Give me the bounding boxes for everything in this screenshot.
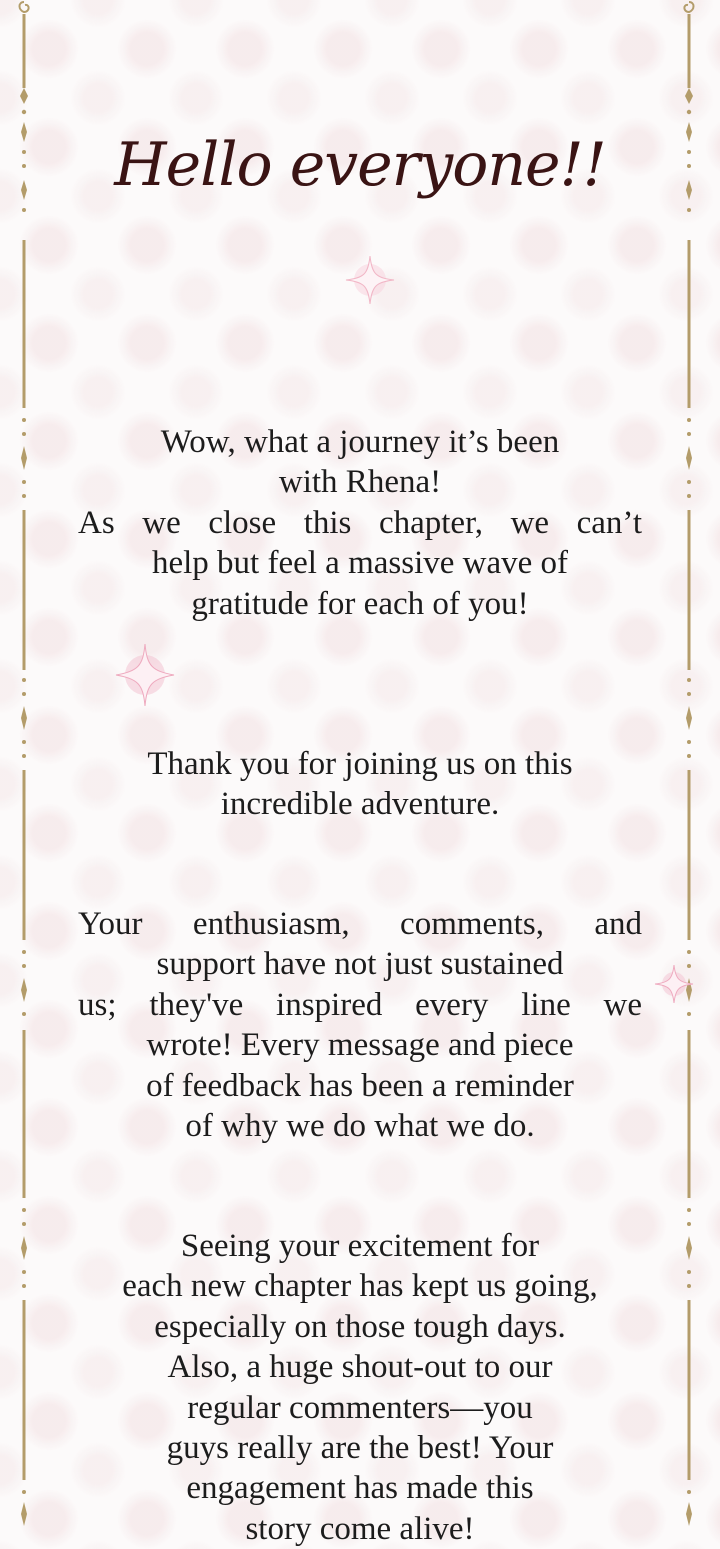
text-line: Wow, what a journey it’s been bbox=[160, 424, 560, 460]
text-line: regular commenters—you bbox=[187, 1389, 533, 1426]
text-line: story come alive! bbox=[245, 1510, 475, 1547]
paragraph-intro bbox=[80, 422, 640, 624]
text-line: Thank you for joining us on this bbox=[147, 746, 573, 782]
text-line: of feedback has been a reminder bbox=[146, 1067, 574, 1104]
text-line: gratitude for each of you! bbox=[191, 585, 529, 622]
text-line: support have not just sustained bbox=[156, 946, 564, 983]
text-line: engagement has made this bbox=[186, 1470, 534, 1507]
sparkle-icon bbox=[340, 250, 400, 310]
text-line: us; they've inspired every line we bbox=[78, 986, 642, 1023]
text-line: Your enthusiasm, comments, and bbox=[78, 906, 642, 942]
text-line: with Rhena! bbox=[278, 464, 442, 501]
text-line: especially on those tough days. bbox=[154, 1308, 566, 1345]
paragraph-thanks bbox=[80, 744, 640, 825]
text-line: each new chapter has kept us going, bbox=[122, 1268, 598, 1305]
text-line: guys really are the best! Your bbox=[166, 1430, 554, 1467]
text-line: Seeing your excitement for bbox=[180, 1228, 540, 1264]
sparkle-icon bbox=[652, 962, 696, 1006]
left-ornamental-border bbox=[16, 0, 32, 1532]
text-line: help but feel a massive wave of bbox=[151, 545, 568, 582]
text-line: incredible adventure. bbox=[220, 786, 500, 823]
right-ornamental-border bbox=[681, 0, 697, 1532]
text-line: As we close this chapter, we can’t bbox=[78, 504, 642, 541]
text-line: wrote! Every message and piece bbox=[146, 1027, 574, 1064]
paragraph-enthusiasm bbox=[80, 904, 640, 1146]
sparkle-icon bbox=[112, 640, 178, 710]
text-line: Also, a huge shout-out to our bbox=[167, 1349, 553, 1386]
paragraph-excitement bbox=[80, 1226, 640, 1549]
text-line: of why we do what we do. bbox=[185, 1108, 535, 1145]
page-heading: Hello everyone!! bbox=[114, 130, 606, 200]
